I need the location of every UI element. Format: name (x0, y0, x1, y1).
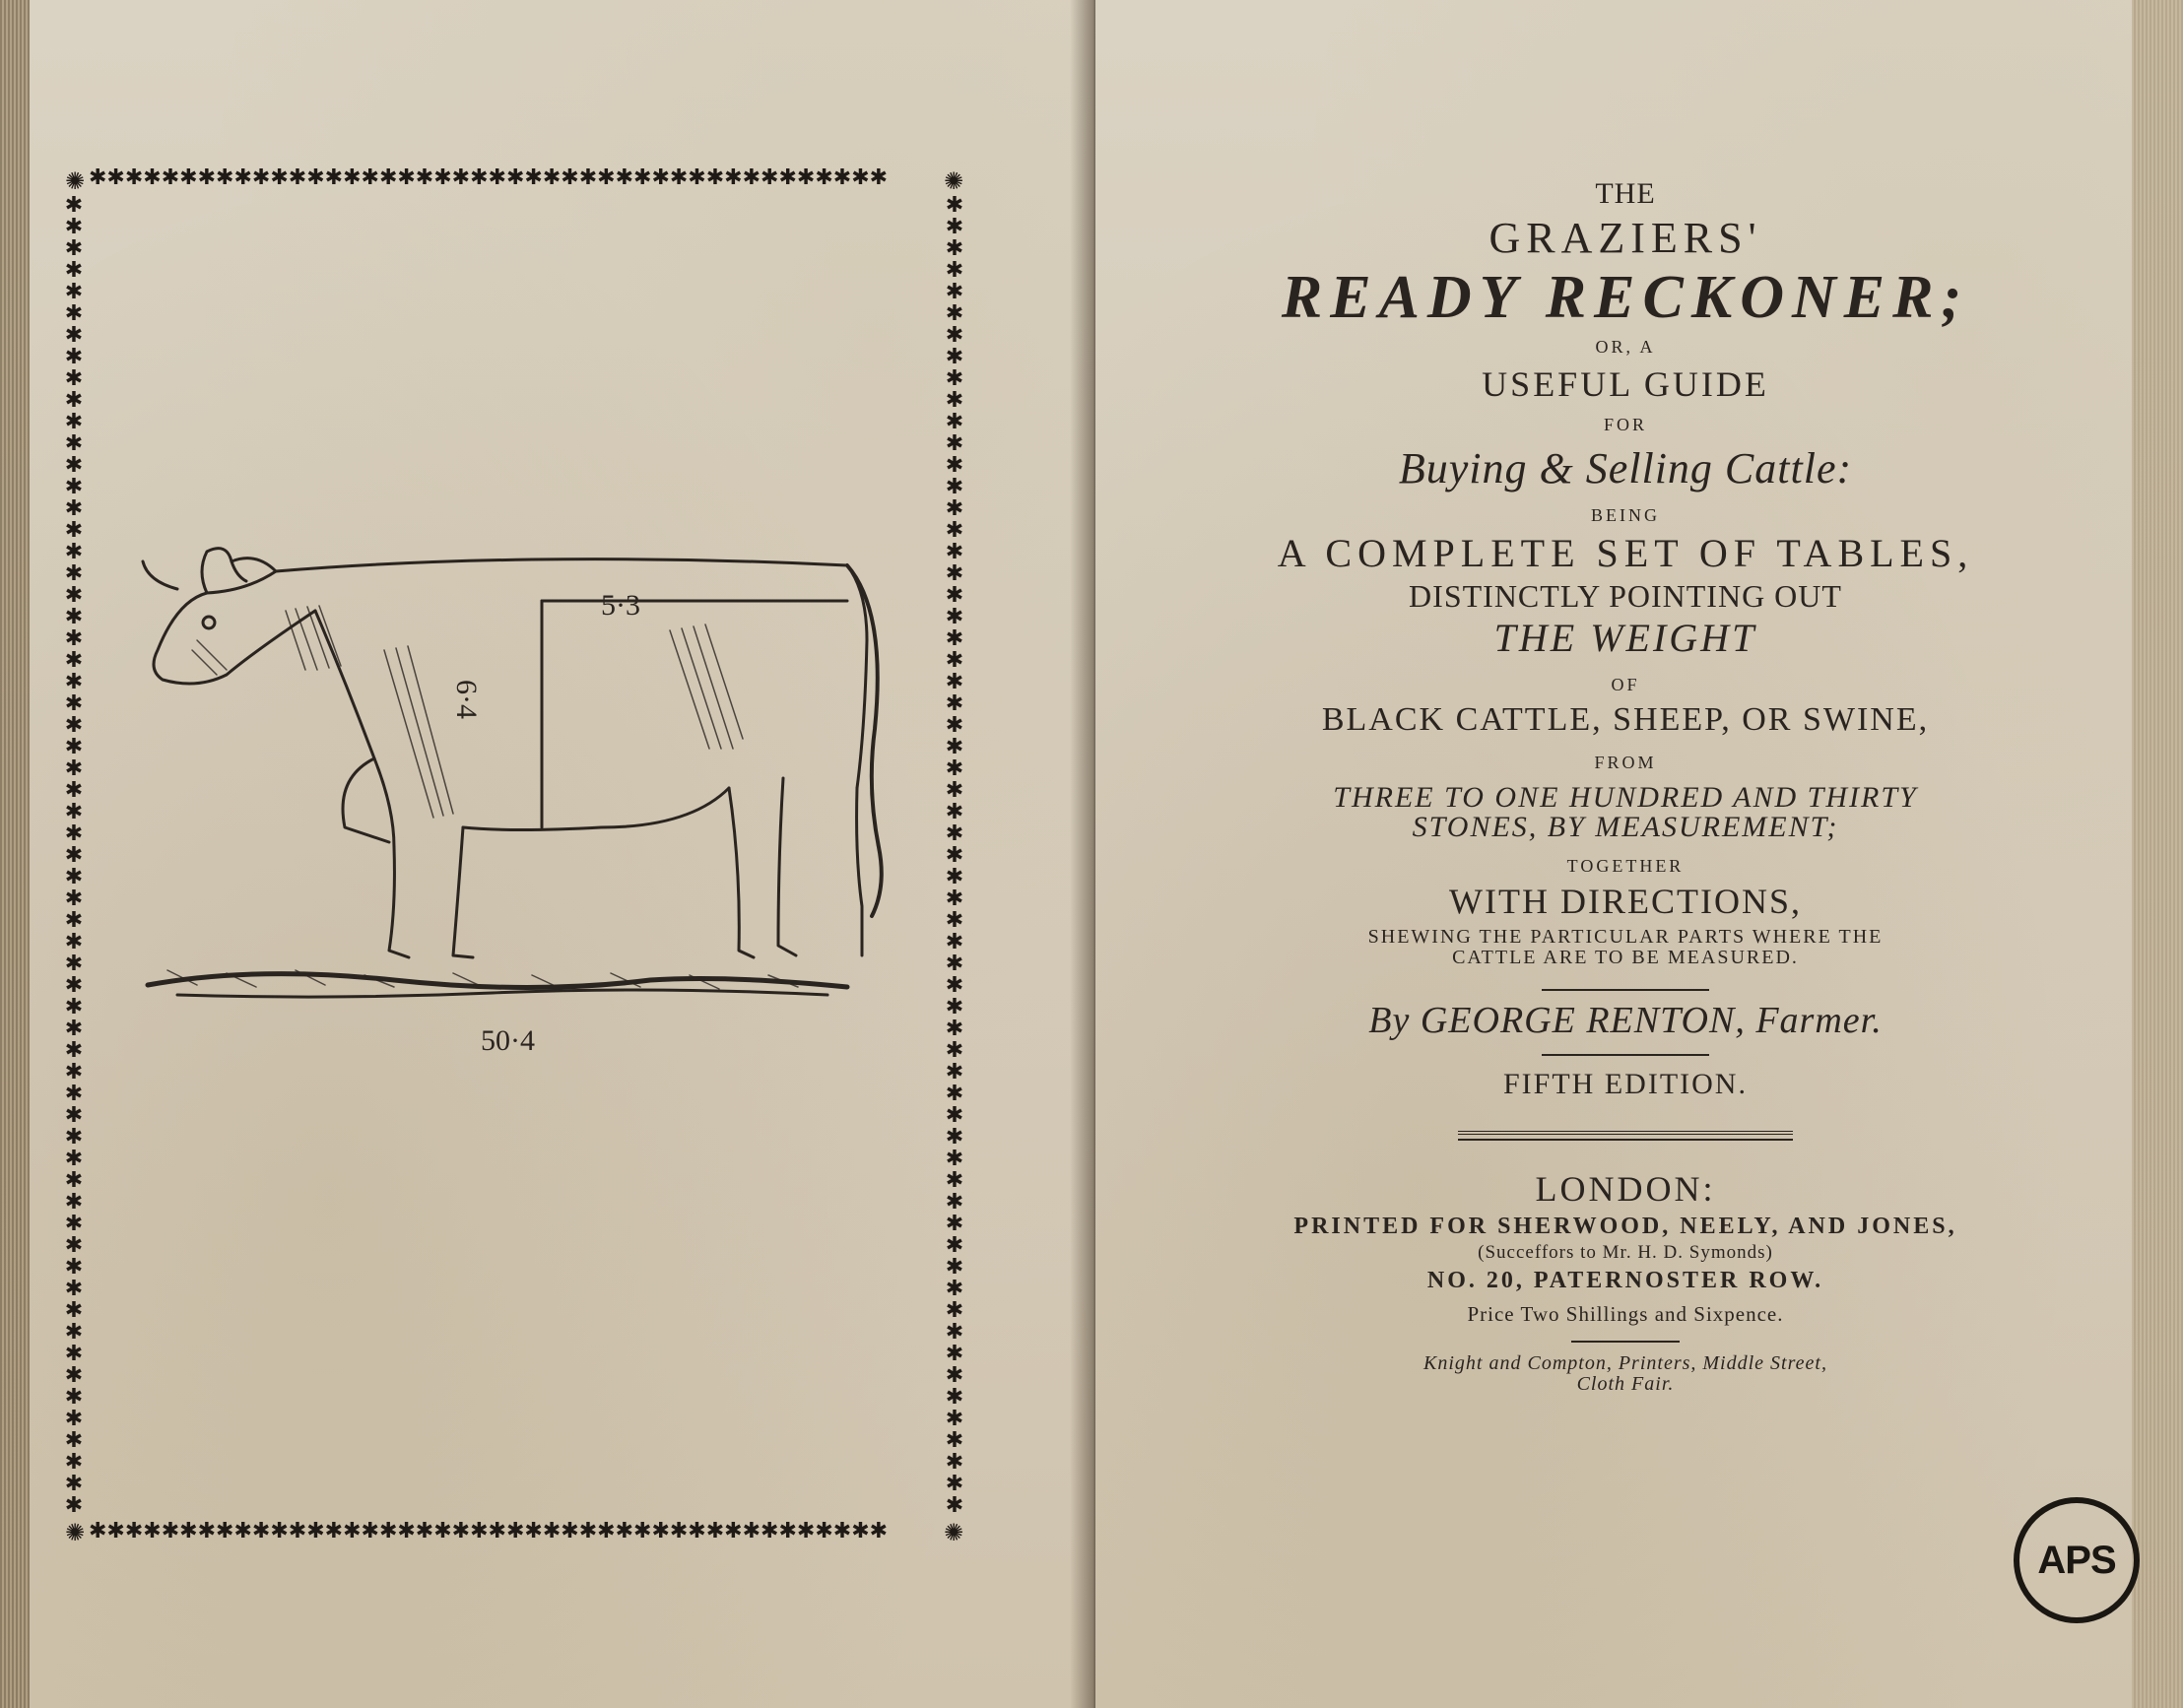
cow-engraving (138, 532, 887, 1044)
colophon-line-1: Knight and Compton, Printers, Middle Street, (1423, 1352, 1827, 1374)
border-corner-icon: ✺ (64, 1519, 86, 1546)
author-line: By GEORGE RENTON, Farmer. (1368, 1000, 1883, 1041)
title-distinctly: DISTINCTLY POINTING OUT (1409, 578, 1842, 614)
border-right-stars: ✱✱✱✱✱✱✱✱✱✱✱✱✱✱✱✱✱✱✱✱✱✱✱✱✱✱✱✱✱✱✱✱✱✱✱✱✱✱✱✱✱✱✱✱✱✱✱✱✱✱✱✱✱✱✱✱✱✱✱✱✱ (945, 195, 964, 1518)
edition-line: FIFTH EDITION. (1503, 1068, 1748, 1100)
title-page-text (1133, 167, 2118, 1396)
page-edges-left (0, 0, 30, 1708)
border-left-stars: ✱✱✱✱✱✱✱✱✱✱✱✱✱✱✱✱✱✱✱✱✱✱✱✱✱✱✱✱✱✱✱✱✱✱✱✱✱✱✱✱✱✱✱✱✱✱✱✱✱✱✱✱✱✱✱✱✱✱✱✱✱ (64, 195, 84, 1518)
border-top-stars: ✱✱✱✱✱✱✱✱✱✱✱✱✱✱✱✱✱✱✱✱✱✱✱✱✱✱✱✱✱✱✱✱✱✱✱✱✱✱✱✱✱✱✱✱ (89, 167, 889, 190)
figure-label-bottom: 50·4 (481, 1024, 535, 1057)
stamp-text: APS (2037, 1538, 2116, 1582)
title-ready-reckoner: READY RECKONER; (1281, 264, 1970, 331)
title-together: TOGETHER (1566, 856, 1685, 876)
imprint-successors: (Succeffors to Mr. H. D. Symonds) (1478, 1242, 1773, 1263)
title-cattle-measured: CATTLE ARE TO BE MEASURED. (1452, 947, 1799, 968)
imprint-city: LONDON: (1535, 1169, 1716, 1209)
library-stamp (2014, 1497, 2140, 1623)
figure-label-girth: 6·4 (450, 680, 483, 719)
figure-label-back-length: 5·3 (601, 589, 640, 622)
imprint-address: NO. 20, PATERNOSTER ROW. (1426, 1268, 1824, 1293)
title-being: BEING (1591, 505, 1660, 525)
title-with-directions: WITH DIRECTIONS, (1449, 882, 1802, 921)
border-corner-icon: ✺ (943, 1519, 964, 1546)
rule-short (1542, 989, 1709, 991)
title-the: THE (1595, 177, 1656, 210)
rule-short (1542, 1054, 1709, 1056)
imprint-printer: PRINTED FOR SHERWOOD, NEELY, AND JONES, (1293, 1214, 1957, 1239)
title-for: FOR (1603, 415, 1647, 434)
colophon-line-2: Cloth Fair. (1576, 1373, 1675, 1395)
title-shewing: SHEWING THE PARTICULAR PARTS WHERE THE (1367, 926, 1884, 948)
title-stones: STONES, BY MEASUREMENT; (1412, 811, 1839, 843)
border-bottom-stars: ✱✱✱✱✱✱✱✱✱✱✱✱✱✱✱✱✱✱✱✱✱✱✱✱✱✱✱✱✱✱✱✱✱✱✱✱✱✱✱✱✱✱✱✱ (89, 1521, 889, 1544)
page-edges-right (2132, 0, 2183, 1708)
title-useful-guide: USEFUL GUIDE (1482, 364, 1769, 404)
title-of: OF (1611, 675, 1640, 694)
border-corner-icon: ✺ (943, 167, 964, 195)
title-complete-set: A COMPLETE SET OF TABLES, (1277, 531, 1974, 575)
title-graziers: GRAZIERS' (1488, 214, 1762, 262)
border-corner-icon: ✺ (64, 167, 86, 195)
title-from: FROM (1594, 753, 1657, 772)
rule-double (1458, 1131, 1793, 1141)
title-buying-selling: Buying & Selling Cattle: (1398, 444, 1853, 493)
rule-tiny (1571, 1341, 1680, 1343)
price-line: Price Two Shillings and Sixpence. (1467, 1302, 1784, 1326)
title-the-weight: THE WEIGHT (1493, 616, 1757, 660)
title-black-cattle: BLACK CATTLE, SHEEP, OR SWINE, (1321, 701, 1930, 738)
title-three-to: THREE TO ONE HUNDRED AND THIRTY (1333, 781, 1918, 814)
title-or-a: OR, A (1595, 337, 1656, 357)
